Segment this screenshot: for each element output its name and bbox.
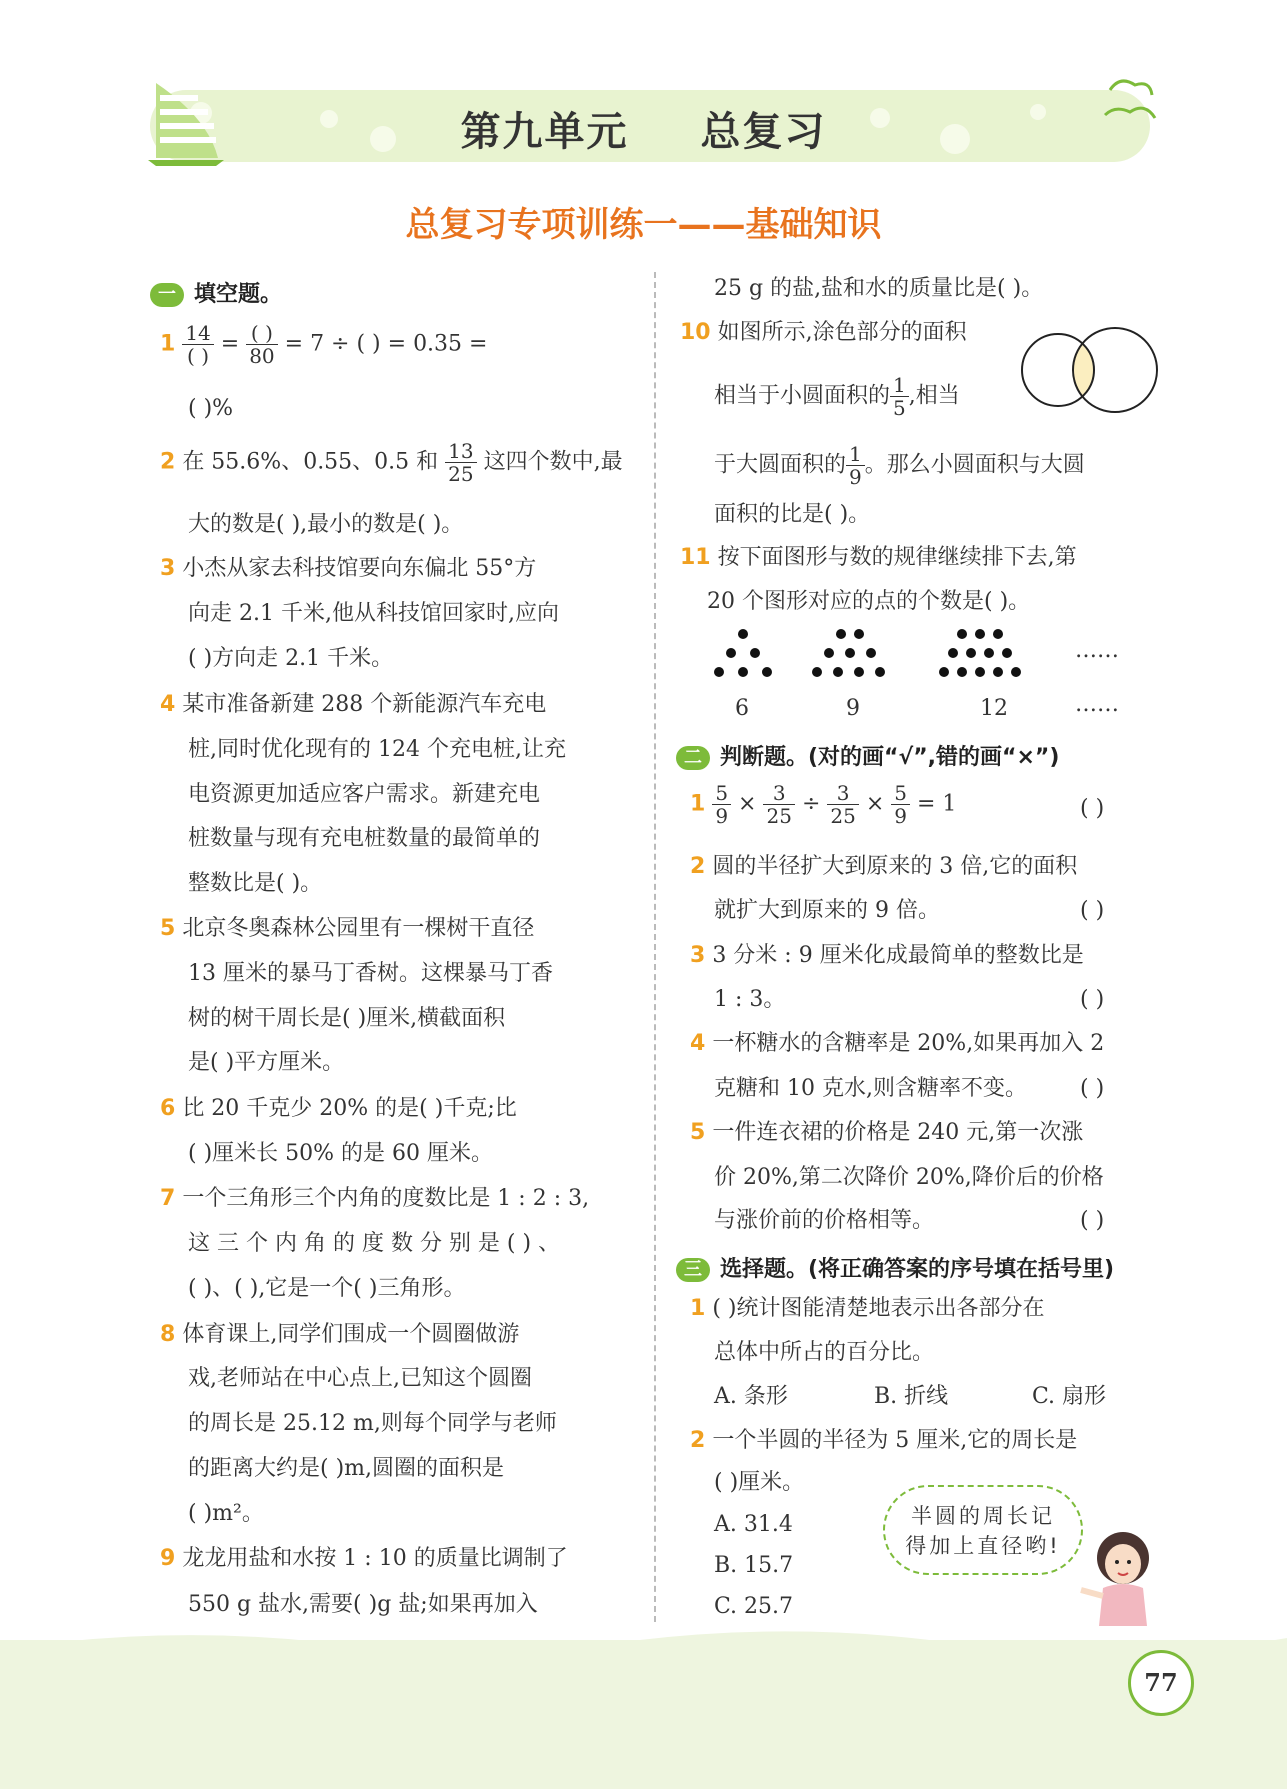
question-7-line3: ( )、( ),它是一个( )三角形。	[188, 1276, 466, 1301]
denominator: ( )	[187, 344, 210, 368]
judge-5-line3: 与涨价前的价格相等。	[714, 1208, 935, 1233]
question-4-line4: 桩数量与现有充电桩数量的最简单的	[188, 826, 541, 851]
question-text: 龙龙用盐和水按 1 : 10 的质量比调制了	[182, 1546, 568, 1571]
section-title: 填空题。	[194, 282, 283, 307]
question-9-line3: 25 g 的盐,盐和水的质量比是( )。	[714, 276, 1044, 301]
unit-title-name: 总复习	[700, 109, 827, 155]
judge-5-line2: 价 20%,第二次降价 20%,降价后的价格	[714, 1165, 1104, 1190]
question-text: ( )统计图能清楚地表示出各部分在	[712, 1296, 1045, 1321]
question-3	[160, 556, 536, 582]
choice-2-line2: ( )厘米。	[714, 1470, 805, 1495]
judge-2-line2: 就扩大到原来的 9 倍。	[714, 898, 940, 923]
question-4-line2: 桩,同时优化现有的 124 个充电桩,让充	[188, 737, 566, 762]
question-8-line3: 的周长是 25.12 m,则每个同学与老师	[188, 1411, 557, 1436]
section-badge: 三	[676, 1258, 710, 1282]
numerator: 3	[763, 782, 794, 805]
fraction	[182, 322, 213, 367]
fraction	[445, 440, 476, 485]
question-8	[160, 1322, 519, 1348]
denominator: 80	[249, 344, 275, 368]
denominator: 9	[894, 804, 907, 828]
question-7	[160, 1186, 589, 1212]
question-number: 10	[680, 320, 711, 345]
judge-3-line2: 1 : 3。	[714, 987, 786, 1012]
question-number: 3	[160, 556, 176, 581]
question-text: 如图所示,涂色部分的面积	[717, 320, 967, 345]
option-b[interactable]: B. 折线	[874, 1384, 949, 1409]
question-5-line2: 13 厘米的暴马丁香树。这棵暴马丁香	[188, 961, 553, 986]
question-text: 按下面图形与数的规律继续排下去,第	[717, 545, 1077, 570]
question-number: 5	[690, 1120, 706, 1145]
question-number: 9	[160, 1546, 176, 1571]
fraction	[890, 374, 909, 419]
question-text: 某市准备新建 288 个新能源汽车充电	[182, 692, 547, 717]
question-6	[160, 1096, 517, 1122]
question-text: 相当于小圆面积的	[714, 383, 891, 409]
question-text: 3 分米 : 9 厘米化成最简单的整数比是	[712, 943, 1084, 968]
section-true-false	[676, 740, 1059, 771]
denominator: 9	[849, 465, 862, 489]
page-number: 77	[1128, 1650, 1194, 1716]
question-number: 1	[690, 1296, 706, 1321]
choice-1	[690, 1296, 1044, 1322]
question-number: 2	[690, 1428, 706, 1453]
section-title: 判断题。(对的画“√”,错的画“×”)	[720, 745, 1060, 770]
pattern-label: 9	[846, 696, 860, 721]
teacher-illustration-icon	[1075, 1528, 1160, 1628]
question-8-line5: ( )m²。	[188, 1501, 264, 1526]
question-text: 小杰从家去科技馆要向东偏北 55°方	[182, 556, 537, 581]
question-text: 。那么小圆面积与大圆	[864, 452, 1085, 478]
question-number: 1	[690, 791, 706, 817]
question-7-line2: 这 三 个 内 角 的 度 数 分 别 是 ( ) 、	[188, 1231, 561, 1256]
denominator: 25	[830, 804, 856, 828]
question-3-line3: ( )方向走 2.1 千米。	[188, 646, 394, 671]
question-5	[160, 916, 534, 942]
judge-4-line2: 克糖和 10 克水,则含糖率不变。	[714, 1076, 1027, 1101]
question-number: 4	[690, 1031, 706, 1056]
question-text: 这四个数中,最	[483, 449, 623, 475]
question-number: 6	[160, 1096, 176, 1121]
unit-title	[0, 100, 1287, 157]
question-number: 5	[160, 916, 176, 941]
fraction	[246, 322, 277, 367]
pattern-label: ……	[1075, 692, 1119, 717]
overlapping-circles-figure	[1020, 322, 1160, 422]
question-11	[680, 545, 1077, 571]
operator: ×	[865, 791, 885, 817]
section-title: 选择题。(将正确答案的序号填在括号里)	[720, 1257, 1115, 1282]
judge-3	[690, 943, 1084, 969]
section-badge: 二	[676, 746, 710, 770]
option-c[interactable]: C. 25.7	[714, 1594, 794, 1619]
question-text: 比 20 千克少 20% 的是( )千克;比	[182, 1096, 517, 1121]
question-2	[160, 440, 623, 485]
numerator: 14	[182, 322, 213, 345]
question-text: 在 55.6%、0.55、0.5 和	[182, 449, 439, 475]
speech-bubble-line2: 得加上直径哟!	[905, 1534, 1061, 1558]
question-text: 北京冬奥森林公园里有一棵树干直径	[182, 916, 535, 941]
question-10-line3	[714, 443, 1085, 488]
question-text: 一个三角形三个内角的度数比是 1 : 2 : 3,	[182, 1186, 590, 1211]
section-badge: 一	[150, 283, 184, 307]
footer-wave	[0, 1620, 1287, 1660]
question-6-line2: ( )厘米长 50% 的是 60 厘米。	[188, 1141, 494, 1166]
question-1: 1 $\frac{14}{( )}$ = $\frac{( )}{80}$ = 7 ÷ ( ) = 0.35 =	[160, 321, 488, 368]
question-9-line2: 550 g 盐水,需要( )g 盐;如果再加入	[188, 1592, 538, 1617]
fraction	[846, 443, 865, 488]
question-9	[160, 1546, 568, 1572]
pattern-ellipsis: ……	[1075, 638, 1119, 663]
fraction	[891, 782, 910, 827]
question-8-line2: 戏,老师站在中心点上,已知这个圆圈	[188, 1366, 532, 1391]
option-a[interactable]: A. 31.4	[714, 1512, 793, 1537]
question-4-line5: 整数比是( )。	[188, 871, 323, 896]
question-number: 11	[680, 545, 711, 570]
question-text: = 1	[917, 791, 957, 817]
pattern-label: 12	[980, 696, 1008, 721]
speech-bubble	[883, 1485, 1083, 1575]
speech-bubble-line1: 半圆的周长记	[911, 1504, 1055, 1528]
answer-blank[interactable]: ( )	[1080, 1208, 1105, 1233]
answer-blank[interactable]: ( )	[1080, 1076, 1105, 1101]
question-text: 一个半圆的半径为 5 厘米,它的周长是	[712, 1428, 1078, 1453]
numerator: ( )	[246, 322, 277, 345]
answer-blank[interactable]: ( )	[1080, 796, 1105, 821]
question-10-line4: 面积的比是( )。	[714, 502, 871, 527]
question-4-line3: 电资源更加适应客户需求。新建充电	[188, 782, 541, 807]
denominator: 5	[893, 396, 906, 420]
numerator: 5	[891, 782, 910, 805]
numerator: 3	[827, 782, 858, 805]
section-multiple-choice	[676, 1252, 1114, 1283]
numerator: 5	[712, 782, 731, 805]
question-number: 4	[160, 692, 176, 717]
question-text: 于大圆面积的	[714, 452, 847, 478]
fraction	[763, 782, 794, 827]
question-10	[680, 320, 967, 346]
numerator: 13	[445, 440, 476, 463]
question-number: 3	[690, 943, 706, 968]
numerator: 1	[846, 443, 865, 466]
question-number: 8	[160, 1322, 176, 1347]
question-text: ,相当	[908, 383, 960, 409]
question-10-line2	[714, 374, 960, 419]
answer-blank[interactable]: ( )	[1080, 987, 1105, 1012]
question-text: 体育课上,同学们围成一个圆圈做游	[182, 1322, 520, 1347]
question-text: 一件连衣裙的价格是 240 元,第一次涨	[712, 1120, 1084, 1145]
denominator: 25	[448, 462, 474, 486]
judge-4	[690, 1031, 1104, 1057]
judge-1	[690, 782, 956, 827]
question-11-line2: 20 个图形对应的点的个数是( )。	[707, 589, 1031, 614]
question-3-line2: 向走 2.1 千米,他从科技馆回家时,应向	[188, 601, 559, 626]
question-text: = 7 ÷ ( ) = 0.35 =	[284, 331, 488, 357]
option-a[interactable]: A. 条形	[714, 1384, 788, 1409]
judge-5	[690, 1120, 1083, 1146]
question-number: 7	[160, 1186, 176, 1211]
judge-2	[690, 854, 1077, 880]
footer-band	[0, 1640, 1287, 1789]
question-5-line4: 是( )平方厘米。	[188, 1050, 345, 1075]
option-b[interactable]: B. 15.7	[714, 1553, 794, 1578]
question-number: 2	[160, 449, 176, 475]
pattern-label: 6	[735, 696, 749, 721]
operator: ÷	[801, 791, 821, 817]
question-text: 一杯糖水的含糖率是 20%,如果再加入 2	[712, 1031, 1105, 1056]
question-5-line3: 树的树干周长是( )厘米,横截面积	[188, 1006, 506, 1031]
unit-title-number: 第九单元	[460, 109, 629, 155]
denominator: 9	[715, 804, 729, 828]
answer-blank[interactable]: ( )	[1080, 898, 1105, 923]
option-c[interactable]: C. 扇形	[1032, 1384, 1107, 1409]
question-text: 圆的半径扩大到原来的 3 倍,它的面积	[712, 854, 1078, 879]
column-divider	[654, 272, 656, 1622]
denominator: 25	[766, 804, 792, 828]
fraction	[712, 782, 731, 827]
choice-1-line2: 总体中所占的百分比。	[714, 1340, 935, 1365]
question-number: 1	[160, 331, 176, 357]
question-1-line2: ( )%	[188, 396, 234, 421]
page-subtitle: 总复习专项训练一——基础知识	[405, 205, 882, 245]
choice-2	[690, 1428, 1077, 1454]
fraction	[827, 782, 858, 827]
question-number: 2	[690, 854, 706, 879]
question-2-line2: 大的数是( ),最小的数是( )。	[188, 512, 464, 537]
section-fill-blank	[150, 277, 282, 308]
numerator: 1	[890, 374, 909, 397]
operator: ×	[738, 791, 757, 817]
question-4	[160, 692, 546, 718]
question-8-line4: 的距离大约是( )m,圆圈的面积是	[188, 1456, 505, 1481]
